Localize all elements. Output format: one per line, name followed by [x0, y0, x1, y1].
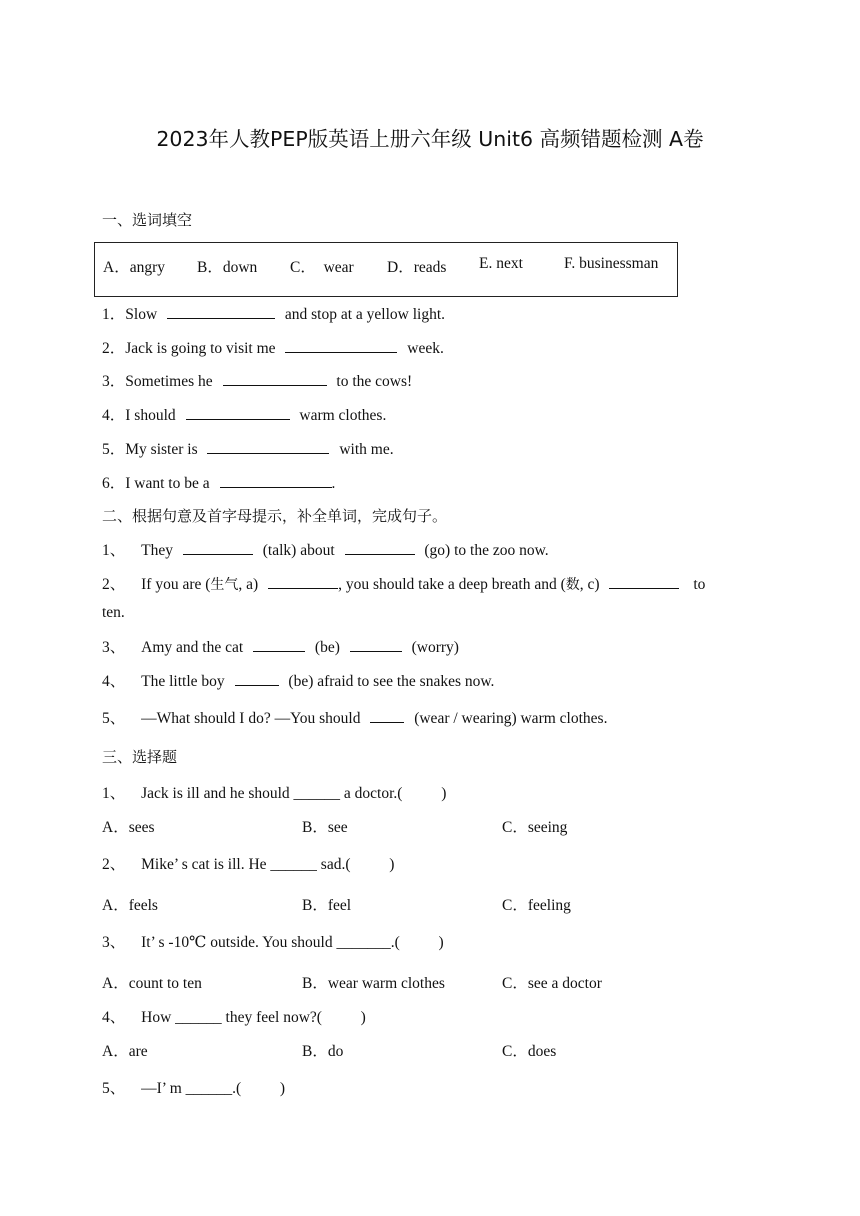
fill-question-3: [102, 369, 412, 391]
question-number: 2．: [102, 340, 126, 357]
question-text: (go) to the zoo now.: [424, 542, 549, 559]
choice-question-4: [102, 1005, 366, 1027]
choice-option-c[interactable]: C．feeling: [502, 897, 571, 914]
hint-question-3: [102, 635, 459, 657]
answer-blank[interactable]: [186, 405, 290, 420]
hint-question-4: [102, 669, 494, 691]
answer-blank[interactable]: [167, 304, 275, 319]
choice-question-1: [102, 781, 446, 803]
question-text-before: Jack is going to visit me: [125, 340, 276, 357]
answer-blank[interactable]: [268, 574, 338, 589]
question-text: to: [693, 576, 706, 593]
fill-question-6: [102, 471, 335, 493]
question-text: —I’ m ______.( ): [141, 1080, 286, 1097]
answer-blank[interactable]: [253, 637, 305, 652]
question-number: 2、: [102, 576, 126, 593]
choice-option-c[interactable]: C．see a doctor: [502, 975, 602, 992]
word-option-e: E. next: [479, 255, 523, 272]
word-option-a: A．angry: [103, 259, 165, 276]
question-text-after: week.: [407, 340, 444, 357]
answer-blank[interactable]: [220, 473, 332, 488]
question-number: 4．: [102, 407, 126, 424]
question-text-before: Sometimes he: [125, 373, 213, 390]
answer-blank[interactable]: [609, 574, 679, 589]
choice-option-b[interactable]: B．feel: [302, 897, 352, 914]
choice-option-b[interactable]: B．do: [302, 1043, 344, 1060]
word-option-b: B．down: [197, 259, 258, 276]
question-text-after: with me.: [339, 441, 394, 458]
choice-option-c[interactable]: C．seeing: [502, 819, 568, 836]
fill-question-5: [102, 437, 394, 459]
question-text: The little boy: [141, 673, 225, 690]
question-text-after: .: [331, 475, 336, 492]
question-text-before: Slow: [125, 306, 158, 323]
question-number: 5、: [102, 1080, 126, 1097]
answer-blank[interactable]: [223, 371, 327, 386]
chinese-hint: 数: [565, 577, 580, 593]
question-text: (worry): [411, 639, 459, 656]
question-number: 3．: [102, 373, 126, 390]
question-text: Jack is ill and he should ______ a doctor.( ): [141, 785, 447, 802]
word-option-c: C． wear: [290, 259, 354, 276]
question-number: 6．: [102, 475, 126, 492]
question-text: How ______ they feel now?( ): [141, 1009, 366, 1026]
answer-blank[interactable]: [183, 540, 253, 555]
choice-option-a[interactable]: A．are: [102, 1043, 148, 1060]
question-text: (wear / wearing) warm clothes.: [414, 710, 608, 727]
question-number: 1、: [102, 542, 126, 559]
question-text: (be): [314, 639, 340, 656]
question-text: Mike’ s cat is ill. He ______ sad.( ): [141, 856, 395, 873]
word-option-d: D．reads: [387, 259, 447, 276]
question-text-after: warm clothes.: [299, 407, 387, 424]
answer-blank[interactable]: [207, 439, 329, 454]
answer-blank[interactable]: [350, 637, 402, 652]
question-text: , c): [579, 576, 600, 593]
answer-blank[interactable]: [345, 540, 415, 555]
choice-question-2: [102, 852, 394, 874]
question-text-before: I should: [125, 407, 176, 424]
hint-question-1: [102, 538, 549, 560]
question-text: , you should take a deep breath and (: [338, 576, 566, 593]
question-text-after: to the cows!: [336, 373, 413, 390]
choice-option-a[interactable]: A．count to ten: [102, 975, 202, 992]
question-number: 4、: [102, 1009, 126, 1026]
question-text: —What should I do? —You should: [141, 710, 361, 727]
question-text: They: [141, 542, 173, 559]
question-text: Amy and the cat: [141, 639, 244, 656]
answer-blank[interactable]: [235, 671, 279, 686]
choice-question-3: [102, 930, 444, 952]
choice-option-b[interactable]: B．see: [302, 819, 348, 836]
fill-question-1: [102, 302, 445, 324]
question-number: 5、: [102, 710, 126, 727]
answer-blank[interactable]: [285, 338, 397, 353]
question-number: 3、: [102, 934, 126, 951]
chinese-hint: 生气: [210, 577, 239, 593]
section-2-heading: 二、根据句意及首字母提示，补全单词，完成句子。: [102, 507, 448, 525]
choice-option-b[interactable]: B．wear warm clothes: [302, 975, 445, 992]
question-text-before: I want to be a: [125, 475, 210, 492]
choice-question-5: [102, 1076, 285, 1098]
hint-question-2: [102, 572, 705, 594]
page-title: 2023年人教PEP版英语上册六年级 Unit6 高频错题检测 A卷: [156, 127, 704, 151]
question-text: (be) afraid to see the snakes now.: [288, 673, 495, 690]
choice-option-a[interactable]: A．sees: [102, 819, 155, 836]
word-option-f: F. businessman: [564, 255, 659, 272]
hint-question-5: [102, 706, 607, 728]
hint-question-2-wrap: ten.: [102, 604, 125, 621]
question-number: 1．: [102, 306, 126, 323]
choice-option-c[interactable]: C．does: [502, 1043, 557, 1060]
question-text-after: and stop at a yellow light.: [284, 306, 446, 323]
question-number: 3、: [102, 639, 126, 656]
question-number: 5．: [102, 441, 126, 458]
answer-blank[interactable]: [370, 708, 404, 723]
fill-question-4: [102, 403, 386, 425]
question-text-before: My sister is: [125, 441, 198, 458]
question-text: (talk) about: [262, 542, 335, 559]
question-text: It’ s -10℃ outside. You should _______.( ): [141, 934, 444, 951]
choice-option-a[interactable]: A．feels: [102, 897, 158, 914]
question-text: If you are (: [141, 576, 211, 593]
fill-question-2: [102, 336, 444, 358]
question-number: 2、: [102, 856, 126, 873]
question-text: , a): [238, 576, 259, 593]
section-3-heading: 三、选择题: [102, 748, 178, 766]
question-number: 4、: [102, 673, 126, 690]
question-number: 1、: [102, 785, 126, 802]
section-1-heading: 一、选词填空: [102, 211, 193, 229]
